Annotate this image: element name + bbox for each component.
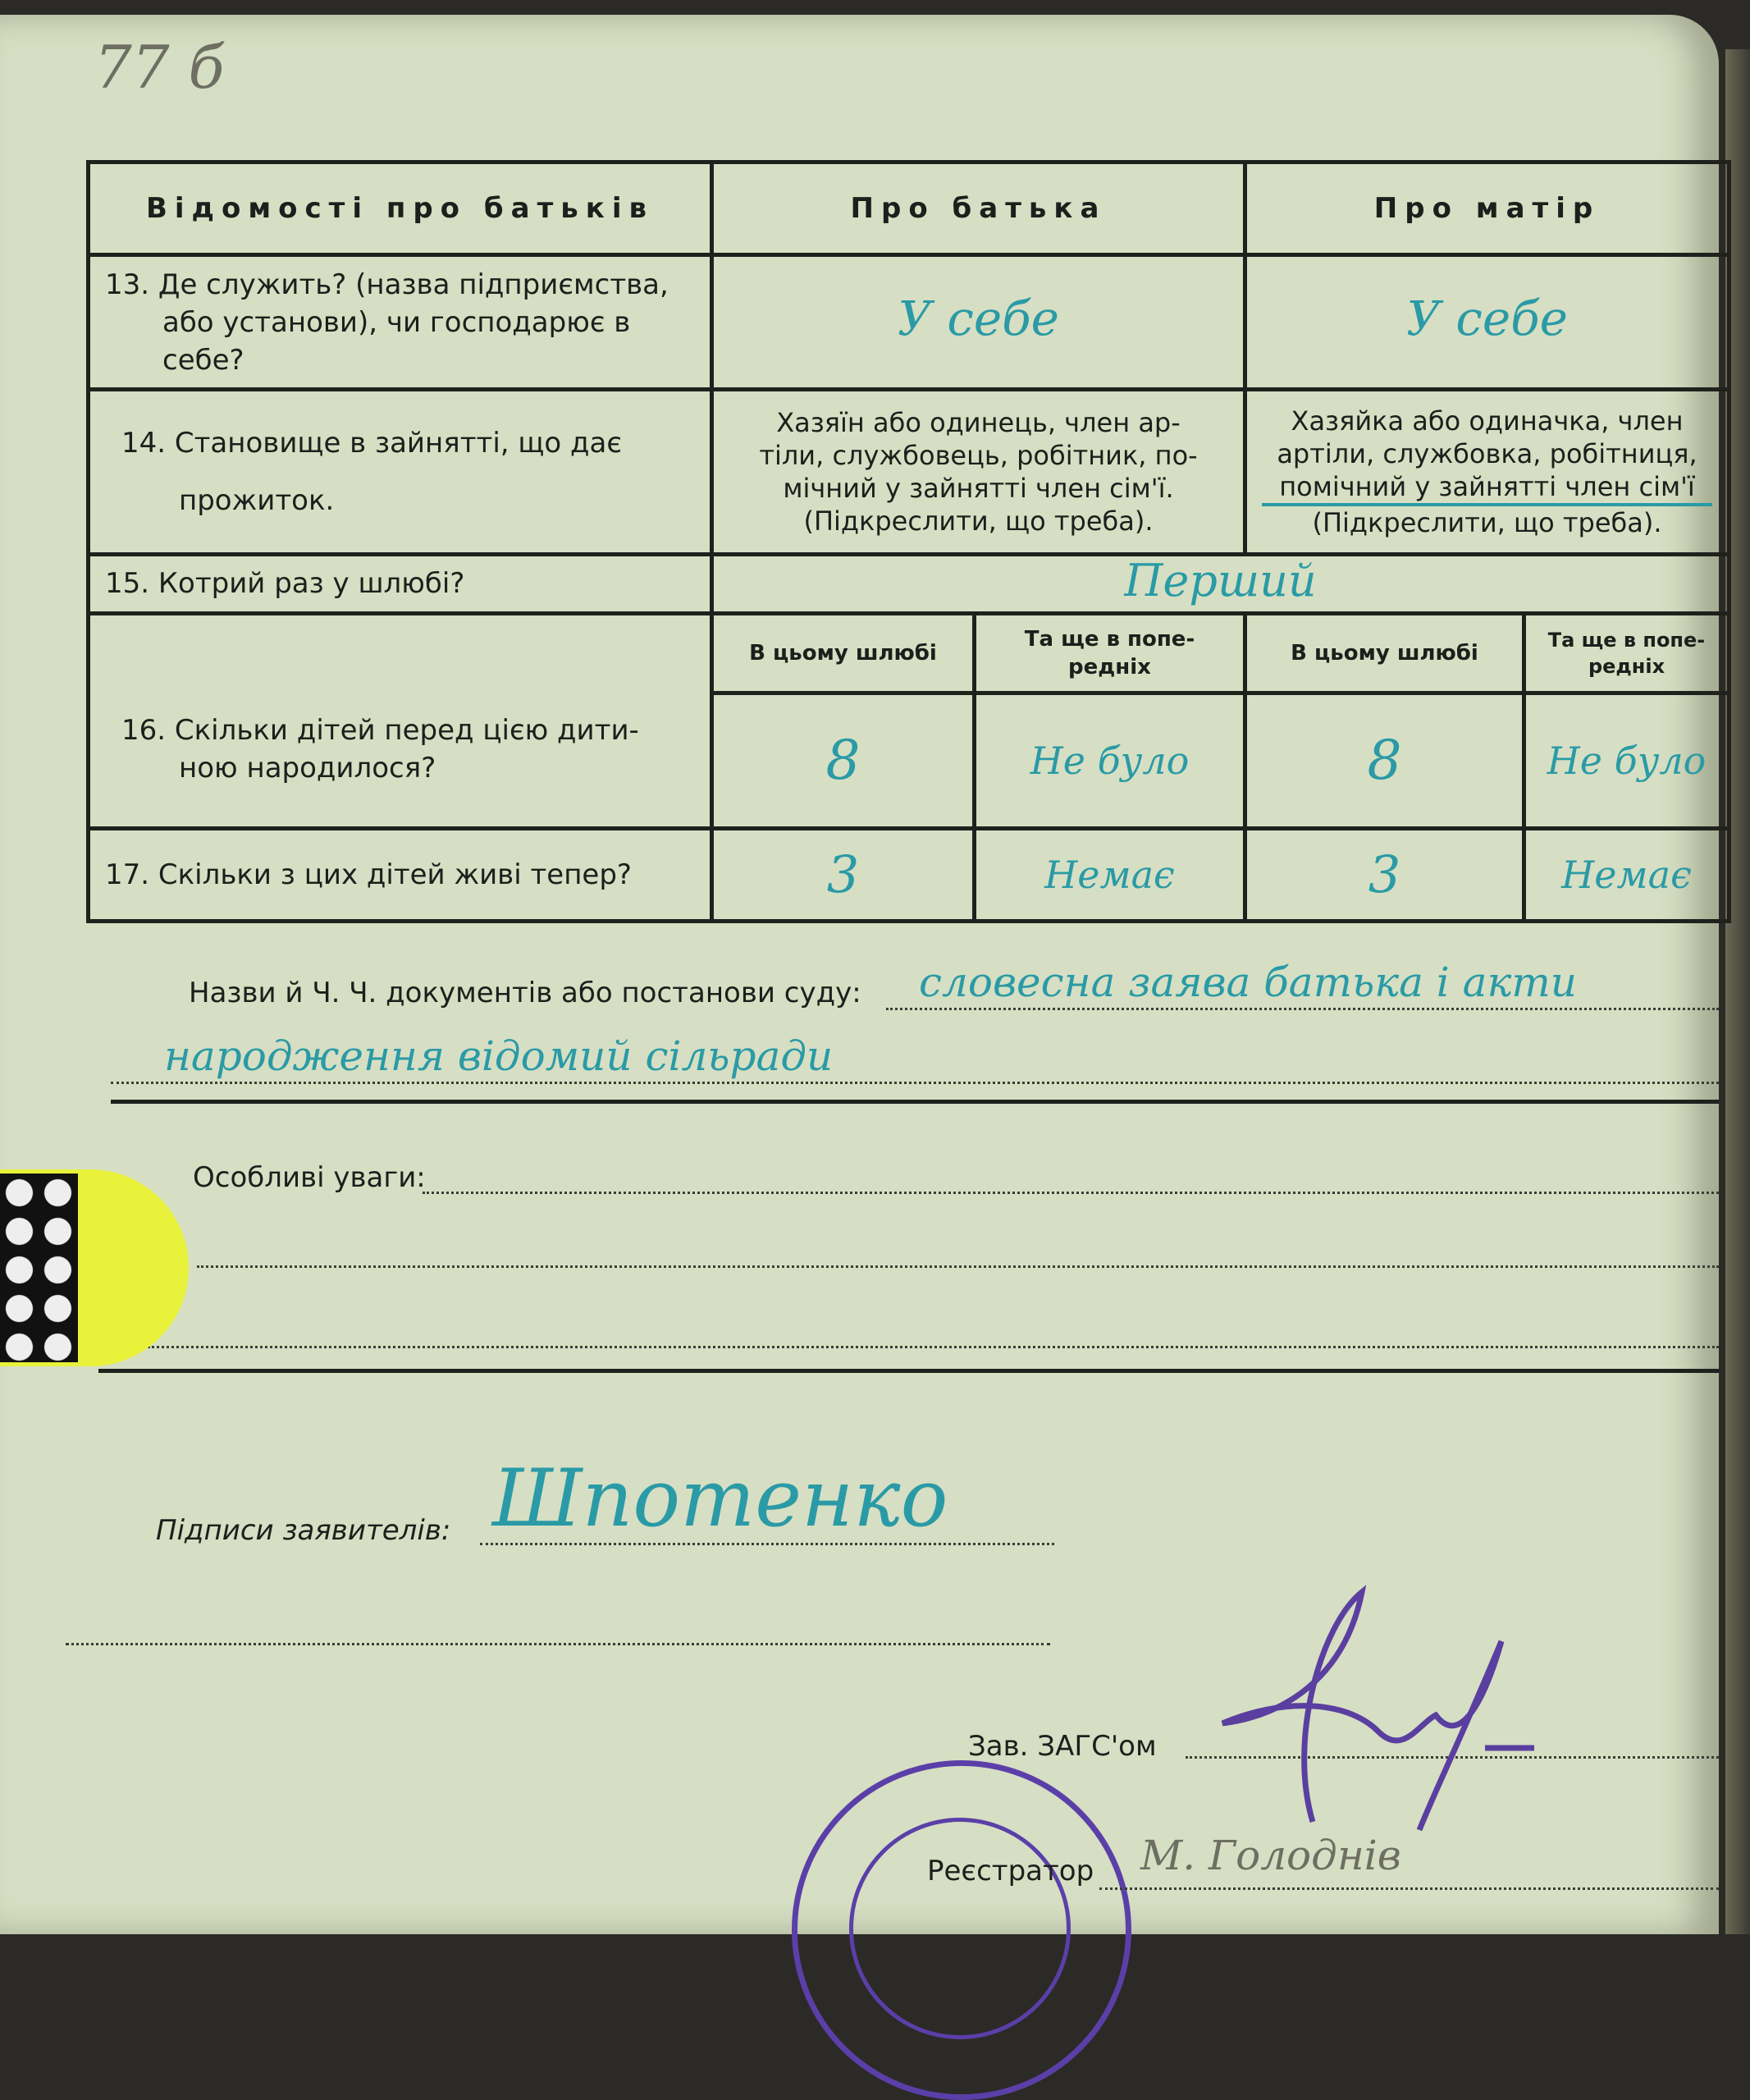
q14-father-line2: тіли, службовець, робітник, по- <box>759 440 1198 472</box>
applicants-line-2 <box>66 1643 1050 1645</box>
q14-label <box>89 390 712 554</box>
documents-divider <box>111 1100 1719 1104</box>
q16-sub-this-father: В цьому шлюбі <box>712 613 975 693</box>
registrar-signature: М. Голоднів <box>1140 1832 1401 1879</box>
q15-answer: Перший <box>1124 554 1317 606</box>
remarks-line-3 <box>148 1346 1719 1348</box>
q16-sub-this-mother: В цьому шлюбі <box>1245 613 1524 693</box>
q14-mother-line3: помічний у зайнятті член сім'ї <box>1262 470 1712 506</box>
remarks-divider <box>98 1369 1719 1373</box>
q17-mother-this: 3 <box>1245 828 1524 921</box>
remarks-line-1 <box>423 1192 1719 1194</box>
q13-label-line2: або установи), чи господарює в себе? <box>162 305 631 377</box>
documents-label: Назви й Ч. Ч. документів або постанови суду: <box>189 977 861 1009</box>
q16-label-line1: 16. Скільки дітей перед цією дити- <box>121 714 639 748</box>
q14-mother-line2: артіли, службовка, робітниця, <box>1277 438 1697 470</box>
page-number: 77 б <box>94 33 225 102</box>
q13-mother-cell <box>1245 255 1729 390</box>
q15-label: 15. Котрий раз у шлюбі? <box>89 554 712 613</box>
q16-mother-this: 8 <box>1245 693 1524 828</box>
q17-father-previous: Немає <box>975 828 1245 921</box>
applicant-signature: Шпотенко <box>492 1453 948 1544</box>
head-signature <box>1190 1576 1534 1838</box>
header-father: Про батька <box>712 162 1245 255</box>
header-parents-info: Відомості про батьків <box>89 162 712 255</box>
q15-answer-cell <box>712 554 1729 613</box>
parents-info-table <box>86 160 1731 923</box>
q14-mother-line4: (Підкреслити, що треба). <box>1312 507 1662 539</box>
q16-father-previous: Не було <box>975 693 1245 828</box>
q13-father-cell <box>712 255 1245 390</box>
remarks-label: Особливі уваги: <box>193 1161 426 1194</box>
q13-label-line1: 13. Де служить? (назва підприємства, <box>105 268 669 301</box>
q14-father-line3: мічний у зайнятті член сім'ї. <box>783 473 1174 505</box>
q16-sub-prev-mother-line1: Та ще в попе- <box>1547 629 1706 652</box>
official-stamp-inner <box>849 1818 1071 2039</box>
documents-line-2 <box>111 1082 1719 1084</box>
q16-sub-prev-father-line1: Та ще в попе- <box>1024 627 1195 652</box>
documents-value-line1: словесна заява батька і акти <box>919 958 1577 1006</box>
q17-label: 17. Скільки з цих дітей живі тепер? <box>89 828 712 921</box>
q16-father-this: 8 <box>712 693 975 828</box>
q16-sub-prev-father <box>975 613 1245 693</box>
head-label: Зав. ЗАГС'ом <box>968 1730 1157 1763</box>
remarks-line-2 <box>197 1265 1719 1268</box>
applicants-label: Підписи заявителів: <box>156 1514 451 1547</box>
q14-father-line4: (Підкреслити, що треба). <box>803 506 1154 538</box>
q16-sub-prev-father-line2: редніх <box>1068 655 1151 680</box>
q16-sub-prev-mother-line2: редніх <box>1588 655 1665 679</box>
documents-value-line2: народження відомий сільради <box>164 1032 834 1080</box>
q17-father-this: 3 <box>712 828 975 921</box>
q16-label-line2: ною народилося? <box>179 752 436 785</box>
documents-line-1 <box>886 1008 1719 1010</box>
q16-sub-prev-mother <box>1524 613 1729 693</box>
registrar-line <box>1099 1887 1719 1890</box>
binder-tab-dots <box>0 1174 78 1362</box>
q16-label <box>89 613 712 828</box>
q14-mother-options <box>1245 390 1729 554</box>
q13-label <box>89 255 712 390</box>
q13-father-answer: У себе <box>898 291 1059 347</box>
registrar-label: Реєстратор <box>927 1855 1094 1887</box>
q16-mother-previous: Не було <box>1524 693 1729 828</box>
q14-mother-line1: Хазяйка або одиначка, член <box>1291 405 1684 437</box>
q14-father-options <box>712 390 1245 554</box>
q17-mother-previous: Немає <box>1524 828 1729 921</box>
q13-mother-answer: У себе <box>1406 291 1568 347</box>
q14-label-line1: 14. Становище в зайнятті, що дає <box>121 427 623 460</box>
q14-label-line2: прожиток. <box>179 484 335 518</box>
q14-father-line1: Хазяїн або одинець, член ар- <box>776 407 1181 439</box>
header-mother: Про матір <box>1245 162 1729 255</box>
